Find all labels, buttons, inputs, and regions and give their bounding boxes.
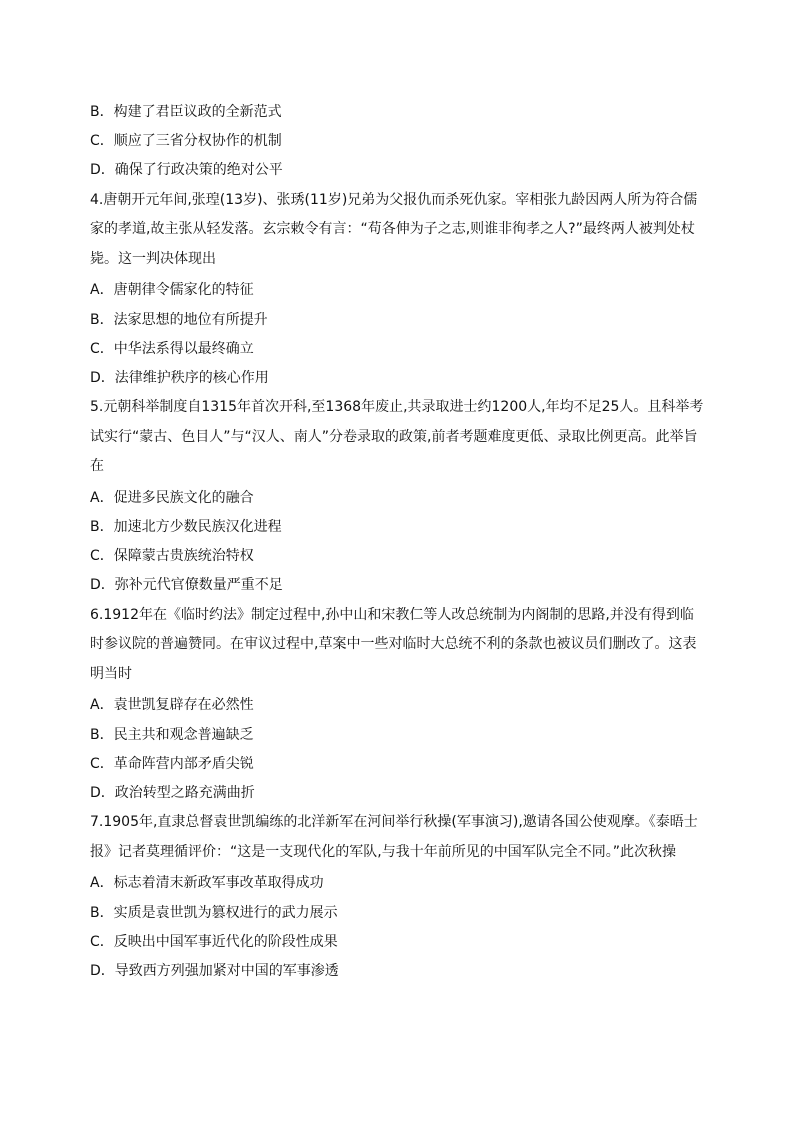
q4-option-d: D．法律维护秩序的核心作用 (90, 369, 269, 386)
q7-option-d: D．导致西方列强加紧对中国的军事渗透 (90, 962, 339, 979)
q6-option-d: D．政治转型之路充满曲折 (90, 784, 255, 801)
q5-option-c: C．保障蒙古贵族统治特权 (90, 548, 254, 565)
q3-option-b: B．构建了君臣议政的全新范式 (90, 104, 282, 120)
question-7 (90, 808, 706, 986)
question-5 (90, 393, 706, 601)
q5-option-a: A．促进多民族文化的融合 (90, 489, 254, 506)
q4-option-b: B．法家思想的地位有所提升 (90, 311, 268, 328)
q3-option-d: D．确保了行政决策的绝对公平 (90, 162, 283, 179)
q7-option-b: B．实质是袁世凯为篡权进行的武力展示 (90, 904, 338, 921)
question-4 (90, 186, 706, 394)
q6-option-a: A．袁世凯复辟存在必然性 (90, 697, 254, 714)
q7-stem: 7.1905年,直隶总督袁世凯编练的北洋新军在河间举行秋操(军事演习),邀请各国公使观摩。《泰晤士报》记者莫理循评价：“这是一支现代化的军队,与我十年前所见的中国军队完全不同。”此次秋操 (90, 814, 698, 860)
q7-option-a: A．标志着清末新政军事改革取得成功 (90, 875, 324, 892)
question-6 (90, 601, 706, 809)
q5-option-d: D．弥补元代官僚数量严重不足 (90, 577, 283, 594)
q6-stem: 6.1912年在《临时约法》制定过程中,孙中山和宋教仁等人改总统制为内阁制的思路,并没有得到临时参议院的普遍赞同。在审议过程中,草案中一些对临时大总统不利的条款也被议员们删改了。这表明当时 (90, 606, 697, 682)
q7-option-c: C．反映出中国军事近代化的阶段性成果 (90, 933, 338, 950)
q5-option-b: B．加速北方少数民族汉化进程 (90, 519, 282, 536)
question-3-continued (90, 98, 706, 186)
q6-option-c: C．革命阵营内部矛盾尖锐 (90, 755, 254, 772)
q6-option-b: B．民主共和观念普遍缺乏 (90, 726, 254, 743)
q4-option-a: A．唐朝律令儒家化的特征 (90, 282, 254, 299)
q4-stem: 4.唐朝开元年间,张瑝(13岁)、张琇(11岁)兄弟为父报仇而杀死仇家。宰相张九龄因两人所为符合儒家的孝道,故主张从轻发落。玄宗敕令有言：“苟各伸为子之志,则谁非徇孝之人?”最终两人被判处杖毙。这一判决体现出 (90, 191, 698, 267)
q4-option-c: C．中华法系得以最终确立 (90, 340, 254, 357)
exam-page (90, 98, 706, 986)
q3-option-c: C．顺应了三省分权协作的机制 (90, 133, 282, 150)
q5-stem: 5.元朝科举制度自1315年首次开科,至1368年废止,共录取进士约1200人,年均不足25人。且科举考试实行“蒙古、色目人”与“汉人、南人”分卷录取的政策,前者考题难度更低、录取比例更高。此举旨在 (90, 399, 704, 475)
